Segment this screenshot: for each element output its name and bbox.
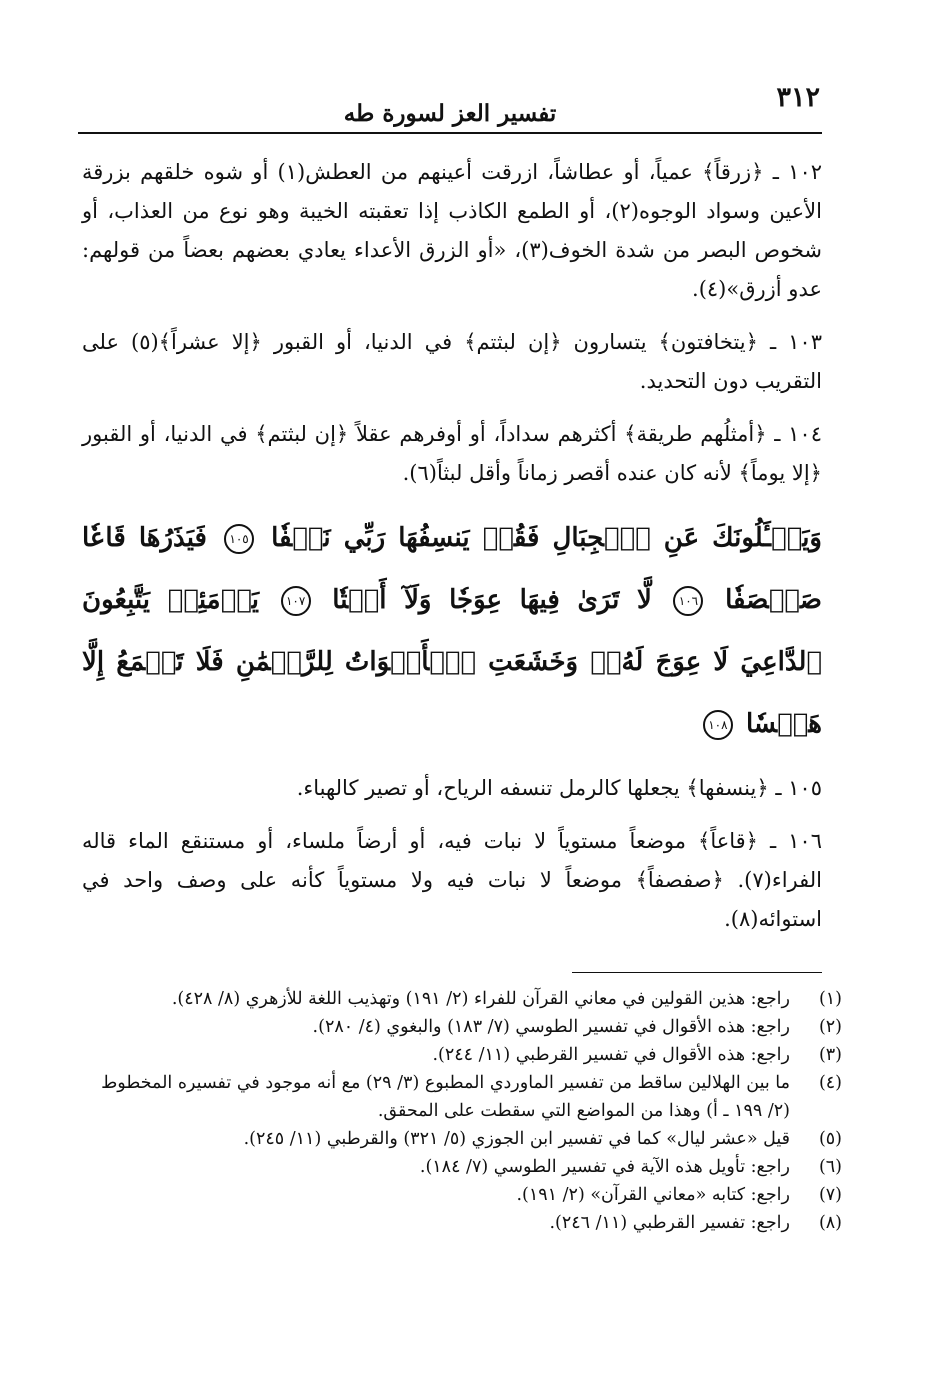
footnote-number: (٣) [818, 1045, 842, 1065]
verse-text: لَّا تَرَىٰ فِيهَا عِوَجٗا وَلَآ أَمۡتٗا [332, 585, 652, 615]
footnote [90, 1069, 842, 1125]
footnote-number: (٥) [818, 1129, 842, 1149]
commentary-paragraph-102: ١٠٢ ـ ﴿زرقاً﴾ عمياً، أو عطاشاً، ازرقت أعينهم من العطش(١) أو شوه خلقهم بزرقة الأعين وسواد الوجوه(٢)، أو الطمع الكاذب إذا تعقبته الخيبة وهو نوع من العذاب، أو شخوص البصر من شدة الخوف(٣)، «أو الزرق الأعداء يعادي بعضهم بعضاً من قولهم: عدو أزرق»(٤). [82, 160, 823, 301]
footnote-separator [572, 972, 822, 973]
footnote-text: راجع: تأويل هذه الآية في تفسير الطوسي (٧/ ١٨٤). [419, 1157, 790, 1177]
commentary-paragraph-106: ١٠٦ ـ ﴿قاعاً﴾ موضعاً مستوياً لا نبات فيه، أو أرضاً ملساء، أو مستنقع الماء قاله الفراء(٧). ﴿صفصفاً﴾ موضعاً لا نبات فيه ولا مستوياً كأنه على وصف واحد في استوائه(٨). [82, 829, 822, 931]
commentary-paragraph-103: ١٠٣ ـ ﴿يتخافتون﴾ يتسارون ﴿إن لبثتم﴾ في الدنيا، أو القبور ﴿إلا عشراً﴾(٥) على التقريب دون التحديد. [82, 330, 822, 393]
footnote-text: راجع: هذه الأقوال في تفسير الطوسي (٧/ ١٨٣) والبغوي (٤/ ٢٨٠). [312, 1017, 790, 1037]
footnote-text: راجع: تفسير القرطبي (١١/ ٢٤٦). [549, 1213, 790, 1233]
footnote [90, 1209, 842, 1237]
footnote-number: (٧) [818, 1185, 842, 1205]
footnote-number: (٦) [818, 1157, 842, 1177]
footnote-number: (١) [818, 989, 842, 1009]
footnote [90, 1041, 842, 1069]
verse-text: فَيَذَرُهَا قَاعٗا صَفۡصَفٗا [82, 523, 822, 615]
footnotes [90, 985, 842, 1237]
page-header [78, 82, 822, 134]
footnote [90, 1153, 842, 1181]
ayah-number-marker: ١٠٧ [281, 586, 311, 616]
quran-verses [82, 507, 822, 755]
footnote [90, 1181, 842, 1209]
footnote-text: راجع: كتابه «معاني القرآن» (٢/ ١٩١). [516, 1185, 790, 1205]
footnote-text: راجع: هذين القولين في معاني القرآن للفراء (٢/ ١٩١) وتهذيب اللغة للأزهري (٨/ ٤٢٨). [171, 989, 790, 1009]
page-number: ٣١٢ [776, 82, 820, 113]
footnote-text: قيل «عشر ليال» كما في تفسير ابن الجوزي (٥/ ٣٢١) والقرطبي (١١/ ٢٤٥). [243, 1129, 790, 1149]
footnote [90, 1125, 842, 1153]
ayah-number-marker: ١٠٥ [224, 524, 254, 554]
footnote [90, 985, 842, 1013]
footnote-number: (٨) [818, 1213, 842, 1233]
footnote-text: راجع: هذه الأقوال في تفسير القرطبي (١١/ ٢٤٤). [432, 1045, 790, 1065]
commentary-paragraph-104: ١٠٤ ـ ﴿أمثلُهم طريقة﴾ أكثرهم سداداً، أو أوفرهم عقلاً ﴿إن لبثتم﴾ في الدنيا، أو القبور ﴿إلا يوماً﴾ لأنه كان عنده أقصر زماناً وأقل لبثاً(٦). [82, 422, 822, 485]
verse-text: يَوۡمَئِذٖ يَتَّبِعُونَ ٱلدَّاعِيَ لَا عِوَجَ لَهُۥۖ وَخَشَعَتِ ٱلۡأَصۡوَاتُ لِلرَّحۡمَٰنِ فَلَا تَسۡمَعُ إِلَّا هَمۡسٗا [82, 585, 822, 739]
footnote-number: (٤) [818, 1073, 842, 1093]
footnote-number: (٢) [818, 1017, 842, 1037]
footnote [90, 1013, 842, 1041]
running-title: تفسير العز لسورة طه [343, 100, 557, 127]
footnote-text: ما بين الهلالين ساقط من تفسير الماوردي المطبوع (٣/ ٢٩) مع أنه موجود في تفسيره المخطوط (٢/ ١٩٩ ـ أ) وهذا من المواضع التي سقطت على المحقق. [101, 1073, 790, 1121]
ayah-number-marker: ١٠٦ [673, 586, 703, 616]
main-text [82, 153, 822, 953]
ayah-number-marker: ١٠٨ [703, 710, 733, 740]
verse-text: وَيَسۡـَٔلُونَكَ عَنِ ٱلۡجِبَالِ فَقُلۡ يَنسِفُهَا رَبِّي نَسۡفٗا [271, 523, 822, 553]
commentary-paragraph-105: ١٠٥ ـ ﴿ينسفها﴾ يجعلها كالرمل تنسفه الرياح، أو تصير كالهباء. [296, 776, 822, 800]
